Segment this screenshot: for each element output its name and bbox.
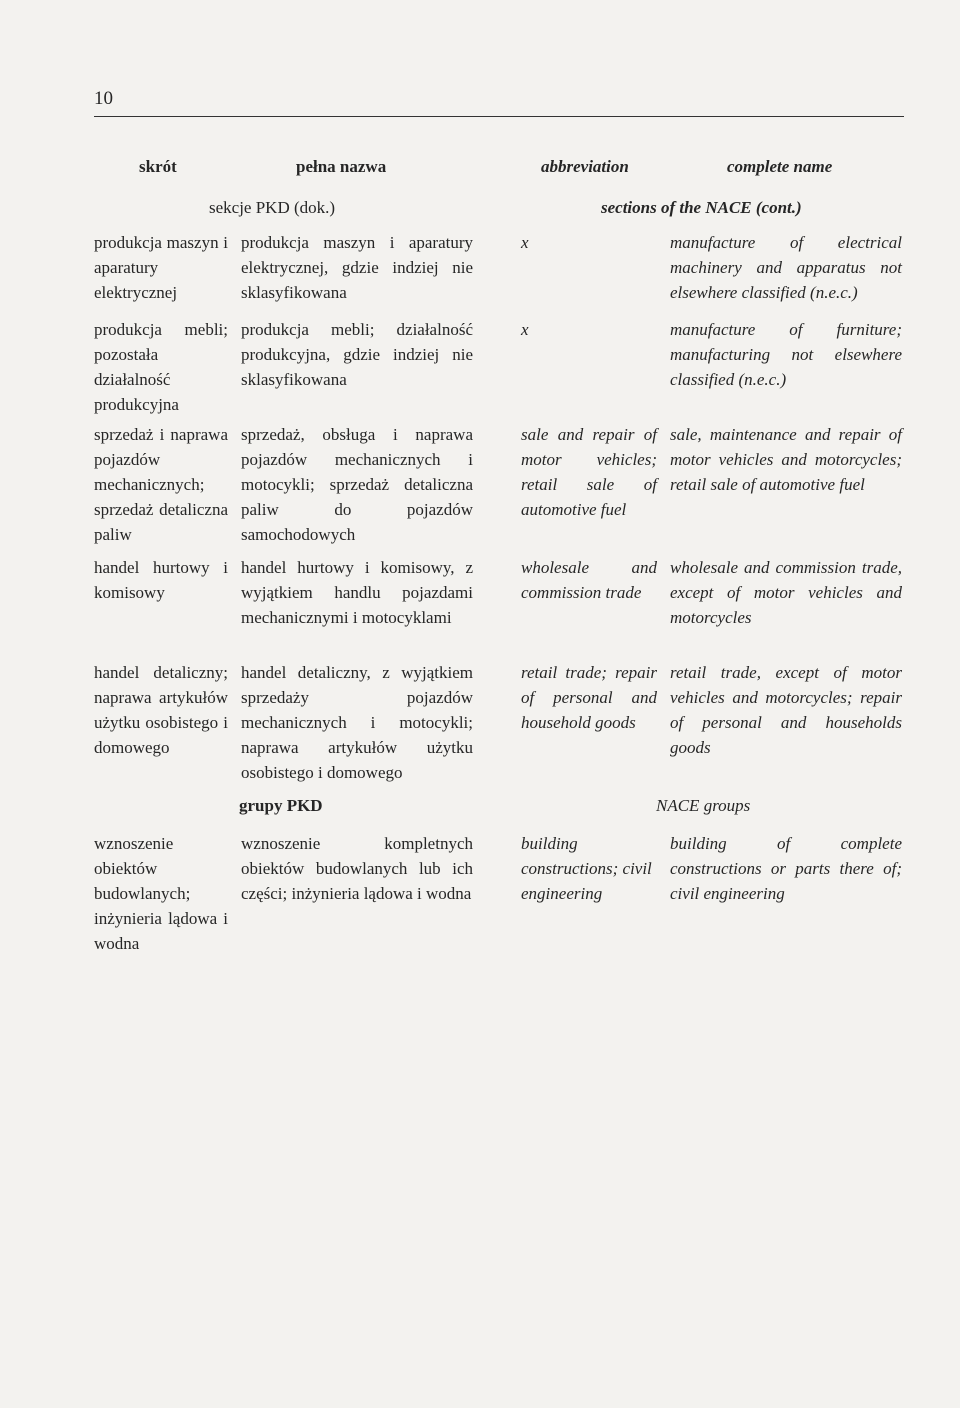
row-1-en-full: manufacture of furniture; manufacturing not elsewhere classified (n.e.c.) [670,320,902,389]
row-3-pl-abbr: handel hurtowy i komisowy [94,558,228,602]
groups-title-en: NACE groups [656,796,751,815]
row-0-pl-abbr: produkcja maszyn i aparatury elektrycznej [94,233,228,302]
header-pl-full: pełna nazwa [296,157,387,176]
groups-title-pl: grupy PKD [239,796,323,815]
row-2-en-abbr: sale and repair of motor vehicles; retail sale of automotive fuel [521,425,657,519]
section-title-en: sections of the NACE (cont.) [601,198,802,217]
row-1-pl-abbr: produkcja mebli; pozostała działalność produkcyjna [94,320,228,414]
page-number: 10 [94,88,113,109]
header-en-abbr: abbreviation [541,157,629,176]
section-title-pl: sekcje PKD (dok.) [209,198,336,217]
row-0-en-abbr: x [521,233,529,252]
row-5-pl-abbr: wznoszenie obiektów budowlanych; inżynieria lądowa i wodna [94,834,228,953]
row-5-en-abbr: building constructions; civil engineering [521,834,652,903]
row-4-en-full: retail trade, except of motor vehicles and motorcycles; repair of personal and households goods [670,663,902,757]
row-4-en-abbr: retail trade; repair of personal and household goods [521,663,657,732]
row-1-pl-full: produkcja mebli; działalność produkcyjna, gdzie indziej nie sklasyfikowana [241,320,473,389]
row-0-pl-full: produkcja maszyn i aparatury elektrycznej, gdzie indziej nie sklasyfikowana [241,233,473,302]
row-3-pl-full: handel hurtowy i komisowy, z wyjątkiem handlu pojazdami mechanicznymi i motocyklami [241,558,473,627]
row-2-en-full: sale, maintenance and repair of motor vehicles and motorcycles; retail sale of automotive fuel [670,425,902,494]
header-pl-abbr: skrót [139,157,177,176]
row-3-en-full: wholesale and commission trade, except of motor vehicles and motorcycles [670,558,902,627]
row-1-en-abbr: x [521,320,529,339]
row-2-pl-full: sprzedaż, obsługa i naprawa pojazdów mechanicznych i motocykli; sprzedaż detaliczna paliw do pojazdów samochodowych [241,425,473,544]
header-en-full: complete name [727,157,833,176]
row-5-pl-full: wznoszenie kompletnych obiektów budowlanych lub ich części; inżynieria lądowa i wodna [241,834,473,903]
row-2-pl-abbr: sprzedaż i naprawa pojazdów mechanicznych; sprzedaż detaliczna paliw [94,425,228,544]
header-rule [94,116,904,117]
row-0-en-full: manufacture of electrical machinery and apparatus not elsewhere classified (n.e.c.) [670,233,902,302]
row-5-en-full: building of complete constructions or parts there of; civil engineering [670,834,902,903]
row-4-pl-abbr: handel detaliczny; naprawa artykułów użytku osobistego i domowego [94,663,228,757]
row-3-en-abbr: wholesale and commission trade [521,558,657,602]
row-4-pl-full: handel detaliczny, z wyjątkiem sprzedaży pojazdów mechanicznych i motocykli; naprawa artykułów użytku osobistego i domowego [241,663,473,782]
